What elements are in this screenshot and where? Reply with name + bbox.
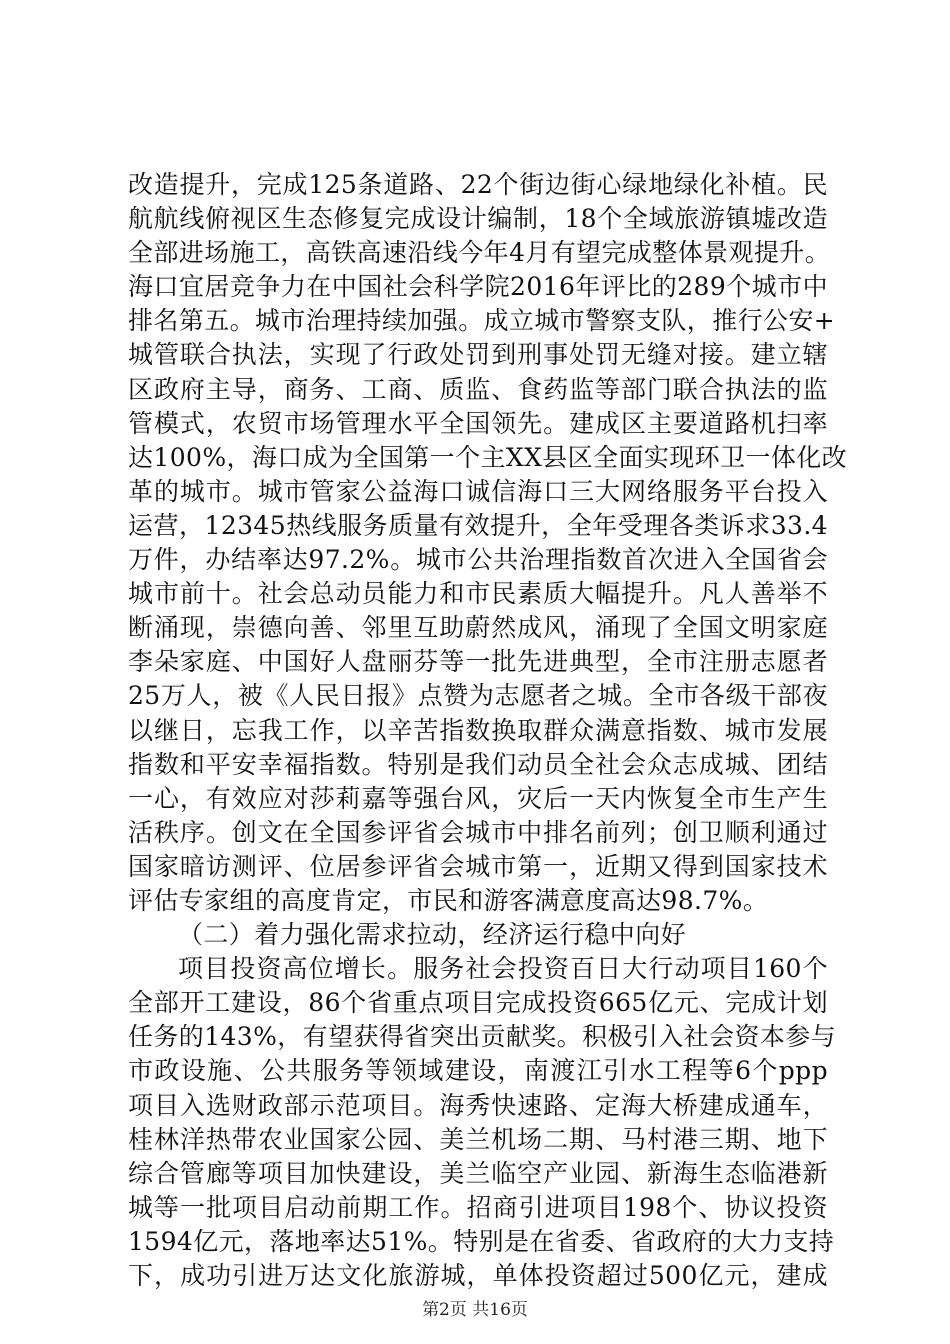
text-line: 排名第五。城市治理持续加强。成立城市警察支队，推行公安+ bbox=[128, 306, 836, 336]
text-line: 全部开工建设，86个省重点项目完成投资665亿元、完成计划 bbox=[128, 988, 828, 1018]
text-line: 城管联合执法，实现了行政处罚到刑事处罚无缝对接。建立辖 bbox=[128, 340, 828, 370]
text-line: 指数和平安幸福指数。特别是我们动员全社会众志成城、团结 bbox=[128, 749, 828, 779]
text-line: 达100%，海口成为全国第一个主XX县区全面实现环卫一体化改 bbox=[128, 442, 848, 472]
text-line: 任务的143%，有望获得省突出贡献奖。积极引入社会资本参与 bbox=[128, 1022, 837, 1052]
text-line: 市政设施、公共服务等领域建设，南渡江引水工程等6个ppp bbox=[128, 1056, 828, 1086]
body-text bbox=[128, 168, 848, 1293]
text-line: 活秩序。创文在全国参评省会城市中排名前列；创卫顺利通过 bbox=[128, 817, 828, 847]
text-line: 1594亿元，落地率达51%。特别是在省委、省政府的大力支持 bbox=[128, 1226, 835, 1256]
text-line: 以继日，忘我工作，以辛苦指数换取群众满意指数、城市发展 bbox=[128, 715, 828, 745]
text-line: 一心，有效应对莎莉嘉等强台风，灾后一天内恢复全市生产生 bbox=[128, 783, 828, 813]
text-line: 管模式，农贸市场管理水平全国领先。建成区主要道路机扫率 bbox=[128, 408, 828, 438]
paragraph-first-line: 项目投资高位增长。服务社会投资百日大行动项目160个 bbox=[178, 954, 828, 984]
text-line: 综合管廊等项目加快建设，美兰临空产业园、新海生态临港新 bbox=[128, 1158, 828, 1188]
page-number-footer: 第2页 共16页 bbox=[422, 1300, 528, 1320]
text-line: 航航线俯视区生态修复完成设计编制，18个全域旅游镇墟改造 bbox=[128, 204, 828, 234]
text-line: 革的城市。城市管家公益海口诚信海口三大网络服务平台投入 bbox=[128, 476, 828, 506]
section-heading: （二）着力强化需求拉动，经济运行稳中向好 bbox=[178, 920, 687, 950]
text-line: 城市前十。社会总动员能力和市民素质大幅提升。凡人善举不 bbox=[128, 579, 828, 609]
text-line: 断涌现，崇德向善、邻里互助蔚然成风，涌现了全国文明家庭 bbox=[128, 613, 828, 643]
text-line: 李朵家庭、中国好人盘丽芬等一批先进典型，全市注册志愿者 bbox=[128, 647, 828, 677]
text-line: 运营，12345热线服务质量有效提升，全年受理各类诉求33.4 bbox=[128, 510, 828, 540]
text-line: 全部进场施工，高铁高速沿线今年4月有望完成整体景观提升。 bbox=[128, 238, 831, 268]
text-line: 海口宜居竞争力在中国社会科学院2016年评比的289个城市中 bbox=[128, 272, 828, 302]
text-line: 评估专家组的高度肯定，市民和游客满意度高达98.7%。 bbox=[128, 885, 769, 915]
text-line: 下，成功引进万达文化旅游城，单体投资超过500亿元，建成 bbox=[128, 1261, 828, 1290]
text-line: 城等一批项目启动前期工作。招商引进项目198个、协议投资 bbox=[128, 1192, 828, 1222]
text-line: 国家暗访测评、位居参评省会城市第一，近期又得到国家技术 bbox=[128, 851, 828, 881]
text-line: 桂林洋热带农业国家公园、美兰机场二期、马村港三期、地下 bbox=[128, 1124, 828, 1154]
text-line: 改造提升，完成125条道路、22个街边街心绿地绿化补植。民 bbox=[128, 170, 828, 199]
text-line: 万件，办结率达97.2%。城市公共治理指数首次进入全国省会 bbox=[128, 545, 828, 575]
text-line: 25万人，被《人民日报》点赞为志愿者之城。全市各级干部夜 bbox=[128, 681, 828, 711]
text-line: 区政府主导，商务、工商、质监、食药监等部门联合执法的监 bbox=[128, 374, 828, 404]
text-line: 项目入选财政部示范项目。海秀快速路、定海大桥建成通车， bbox=[128, 1090, 828, 1120]
